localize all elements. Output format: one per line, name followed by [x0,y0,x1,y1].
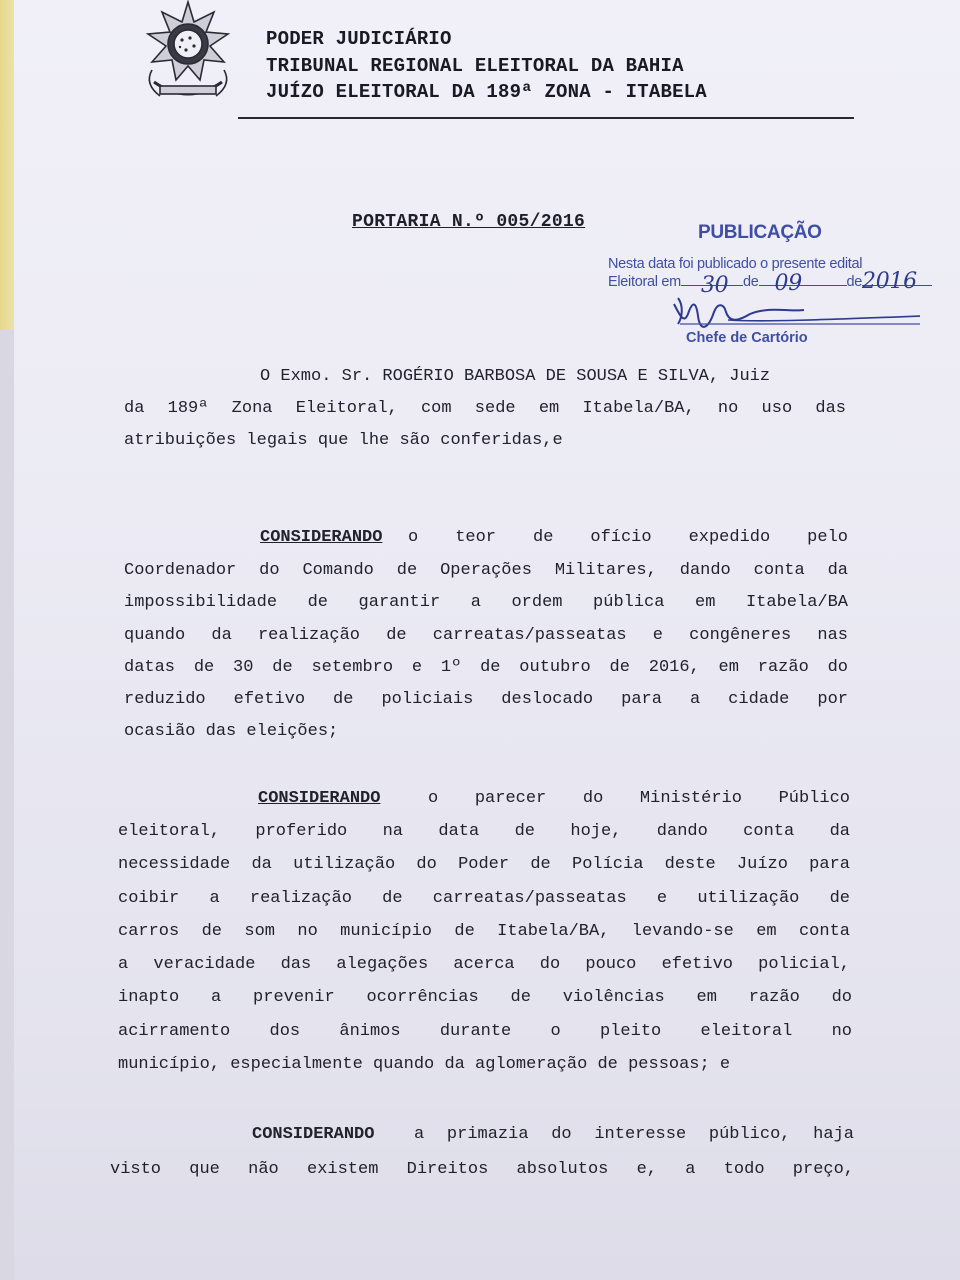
c1-first-line [260,528,848,547]
c1-line-1: o teor de ofício expedido pelo [408,528,848,547]
c2-line-6: a veracidade das alegações acerca do pouco efetivo policial, [118,955,850,974]
c1-line-7: ocasião das eleições; [124,722,339,741]
c2-line-2: eleitoral, proferido na data de hoje, dando conta da [118,822,850,841]
c1-line-2: Coordenador do Comando de Operações Militares, dando conta da [124,561,848,580]
c1-line-6: reduzido efetivo de policiais deslocado para a cidade por [124,690,848,709]
header-line-3: JUÍZO ELEITORAL DA 189ª ZONA - ITABELA [266,81,707,103]
considerando-3-label: CONSIDERANDO [252,1125,375,1144]
document-title: PORTARIA N.º 005/2016 [352,212,586,232]
stamp-role: Chefe de Cartório [686,330,808,346]
stamp-text-de-2: de [846,274,863,290]
c1-line-4: quando da realização de carreatas/passeatas e congêneres nas [124,626,848,645]
considerando-1-label: CONSIDERANDO [260,528,383,547]
stamp-title: PUBLICAÇÃO [698,222,822,243]
c2-line-1: o parecer do Ministério Público [428,789,850,808]
stamp-month: 09 [774,271,802,296]
c1-line-5: datas de 30 de setembro e 1º de outubro de 2016, em razão do [124,658,848,677]
publication-stamp [600,220,920,356]
c2-first-line [258,789,850,808]
c1-line-3: impossibilidade de garantir a ordem pública em Itabela/BA [124,593,848,612]
intro-line-3: atribuições legais que lhe são conferidas,e [124,431,563,450]
c2-line-7: inapto a prevenir ocorrências de violências em razão do [118,988,852,1007]
brazil-coat-of-arms-icon [134,0,242,104]
intro-line-2: da 189ª Zona Eleitoral, com sede em Itabela/BA, no uso das [124,399,846,418]
c2-line-3: necessidade da utilização do Poder de Polícia deste Juízo para [118,855,850,874]
c2-line-5: carros de som no município de Itabela/BA, levando-se em conta [118,922,850,941]
header-line-2: TRIBUNAL REGIONAL ELEITORAL DA BAHIA [266,54,684,77]
document-page [14,0,960,1280]
c2-line-9: município, especialmente quando da aglomeração de pessoas; e [118,1055,731,1074]
stamp-text-de-1: de [742,274,759,290]
court-header [266,26,707,106]
stamp-day: 30 [700,273,729,298]
intro-line-1: O Exmo. Sr. ROGÉRIO BARBOSA DE SOUSA E SILVA, Juiz [260,367,771,386]
header-divider [238,117,854,119]
c3-first-line [252,1125,854,1144]
stamp-text-eleitoral: Eleitoral em [608,274,681,290]
c3-line-1: a primazia do interesse público, haja [414,1125,854,1144]
stamp-text-1: Nesta data foi publicado o presente edital [608,256,863,272]
header-line-1: PODER JUDICIÁRIO [266,28,452,50]
stamp-year: 2016 [862,269,917,294]
considerando-2-label: CONSIDERANDO [258,789,381,808]
c3-line-2: visto que não existem Direitos absolutos e, a todo preço, [110,1160,854,1179]
c2-line-8: acirramento dos ânimos durante o pleito eleitoral no [118,1022,852,1041]
c2-line-4: coibir a realização de carreatas/passeatas e utilização de [118,889,850,908]
